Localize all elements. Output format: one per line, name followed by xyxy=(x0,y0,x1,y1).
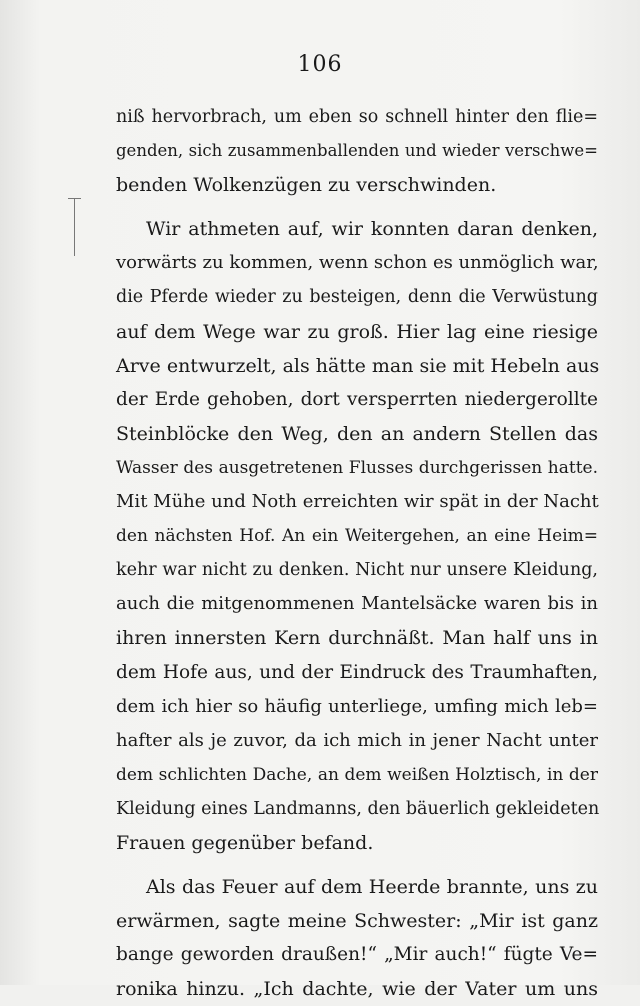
text-line: ronika hinzu. „Ich dachte, wie der Vater um uns xyxy=(116,978,598,1001)
text-line: auch die mitgenommenen Mantelsäcke waren bis in xyxy=(116,593,598,615)
text-line: niß hervorbrach, um eben so schnell hinter den flie= xyxy=(116,107,598,127)
text-line: die Pferde wieder zu besteigen, denn die Verwüstung xyxy=(116,287,598,308)
text-line: benden Wolkenzügen zu verschwinden. xyxy=(116,174,497,197)
text-line: Arve entwurzelt, als hätte man sie mit Hebeln aus xyxy=(116,354,600,377)
text-line: Kleidung eines Landmanns, den bäuerlich gekleideten xyxy=(116,798,600,819)
text-line: vorwärts zu kommen, wenn schon es unmöglich war, xyxy=(116,252,599,274)
text-line: dem schlichten Dache, an dem weißen Holztisch, in der xyxy=(116,764,598,785)
text-line: bange geworden draußen!“ „Mir auch!“ fügte Ve= xyxy=(116,944,598,966)
text-line: Steinblöcke den Weg, den an andern Stellen das xyxy=(116,422,598,445)
text-line: erwärmen, sagte meine Schwester: „Mir ist ganz xyxy=(116,910,598,933)
text-line: Wir athmeten auf, wir konnten daran denken, xyxy=(146,218,598,241)
text-line: kehr war nicht zu denken. Nicht nur unsere Kleidung, xyxy=(116,560,598,581)
text-line: den nächsten Hof. An ein Weitergehen, an eine Heim= xyxy=(116,526,598,547)
text-line: dem Hofe aus, und der Eindruck des Traumhaften, xyxy=(116,661,598,683)
text-line: Mit Mühe und Noth erreichten wir spät in der Nacht xyxy=(116,491,599,513)
text-line: Wasser des ausgetretenen Flusses durchgerissen hatte. xyxy=(116,457,598,478)
text-line: dem ich hier so häufig unterliege, umfing mich leb= xyxy=(116,695,598,717)
text-line: Frauen gegenüber befand. xyxy=(116,831,374,854)
margin-mark xyxy=(74,198,75,256)
body-text xyxy=(116,100,598,1006)
text-line: der Erde gehoben, dort versperrten niedergerollte xyxy=(116,388,598,410)
page-number: 106 xyxy=(297,52,343,77)
text-line: genden, sich zusammenballenden und wieder verschwe= xyxy=(116,141,598,161)
text-line: Als das Feuer auf dem Heerde brannte, uns zu xyxy=(146,876,598,899)
text-line: auf dem Wege war zu groß. Hier lag eine riesige xyxy=(116,320,598,343)
text-line: ihren innersten Kern durchnäßt. Man half uns in xyxy=(116,627,598,650)
text-line: hafter als je zuvor, da ich mich in jener Nacht unter xyxy=(116,729,598,751)
